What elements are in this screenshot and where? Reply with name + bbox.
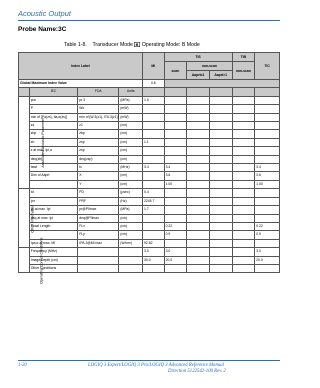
- ns-large-cell: [209, 248, 232, 256]
- table-row: [19, 248, 280, 256]
- table-row: [19, 96, 280, 104]
- table-row: [19, 147, 280, 155]
- mi-cell: 1.7: [143, 206, 165, 214]
- table-row: [19, 197, 280, 205]
- units-cell: (Hz): [119, 197, 143, 205]
- page-number: 1-20: [18, 363, 27, 368]
- tib-cell: [232, 164, 255, 172]
- aaprt-small-header: Aaprt≤1: [187, 71, 210, 80]
- tib-cell: [232, 105, 255, 113]
- tic-cell: [255, 130, 280, 138]
- tib-cell: [232, 239, 255, 247]
- ns-large-cell: [209, 96, 232, 104]
- units-cell: (μsec): [119, 189, 143, 197]
- table-row: [19, 256, 280, 264]
- mi-cell: [143, 214, 165, 222]
- group-label-text: Associated Acoustic Parameter: [41, 117, 46, 168]
- scan-cell: [164, 206, 187, 214]
- tib-cell: [232, 155, 255, 163]
- caption-mode: Operating Mode: B Mode: [141, 42, 200, 48]
- tic-cell: 0.22: [255, 222, 280, 230]
- scan-cell: 3.6: [164, 172, 187, 180]
- tib-cell: [232, 180, 255, 188]
- table-row: [19, 222, 280, 230]
- fda-cell: Wo: [78, 105, 119, 113]
- fda-header: FDA: [78, 88, 119, 96]
- scan-cell: 1.00: [164, 180, 187, 188]
- units-cell: [119, 248, 143, 256]
- iec-cell: Image Depth (cm): [29, 256, 78, 264]
- tib-cell: [232, 264, 255, 272]
- scan-cell: [164, 264, 187, 272]
- ns-large-cell: [209, 122, 232, 130]
- iec-cell: zb: [29, 138, 78, 146]
- scan-cell: [164, 214, 187, 222]
- mi-cell: [143, 231, 165, 239]
- global-max-mi: 0.8: [143, 80, 165, 88]
- ns-small-cell: [187, 222, 210, 230]
- table-row: [19, 138, 280, 146]
- units-cell: (cm): [119, 147, 143, 155]
- tib-non-scan-header: non-scan: [232, 62, 255, 80]
- tic-cell: 1.00: [255, 180, 280, 188]
- fda-cell: deq(zsp): [78, 155, 119, 163]
- tic-cell: [255, 189, 280, 197]
- scan-cell: 20.0: [164, 256, 187, 264]
- iec-cell: deq at max. Ipi: [29, 214, 78, 222]
- iec-cell: pr at max. Ipi: [29, 206, 78, 214]
- svg-text:B: B: [136, 42, 139, 47]
- aaprt-large-header: Aaprt>1: [209, 71, 232, 80]
- fda-cell: [78, 248, 119, 256]
- iec-cell: Ipa,α at max. MI: [29, 239, 78, 247]
- iec-cell: Other Conditions: [29, 264, 78, 272]
- direction-number: Direction 5122542-100 Rev. 2: [168, 369, 226, 374]
- header-rule: [18, 20, 280, 21]
- ns-small-cell: [187, 105, 210, 113]
- footer-rule: [18, 360, 280, 361]
- scan-cell: 0.9: [164, 231, 187, 239]
- tib-cell: [232, 130, 255, 138]
- ns-large-cell: [209, 172, 232, 180]
- iec-cell: zs: [29, 122, 78, 130]
- scan-cell: 3.0: [164, 248, 187, 256]
- scan-cell: [164, 239, 187, 247]
- ns-large-cell: [209, 214, 232, 222]
- units-cell: (cm): [119, 122, 143, 130]
- table-row: [19, 105, 280, 113]
- fda-cell: [78, 264, 119, 272]
- tic-cell: [255, 155, 280, 163]
- sub-header-fill: [164, 88, 187, 96]
- tib-cell: [232, 96, 255, 104]
- units-cell: (mW): [119, 113, 143, 121]
- group-label-text: Operating Control Conditions: [39, 237, 44, 284]
- tic-cell: [255, 138, 280, 146]
- ns-large-cell: [209, 113, 232, 121]
- caption-text: Transducer Mode: [92, 42, 133, 48]
- ns-large-cell: [209, 264, 232, 272]
- mi-cell: [143, 147, 165, 155]
- ns-large-cell: [209, 130, 232, 138]
- tis-header: TIS: [164, 53, 232, 62]
- mi-cell: [143, 180, 165, 188]
- sub-header-blank: [19, 88, 30, 96]
- scan-cell: [164, 197, 187, 205]
- tic-cell: [255, 264, 280, 272]
- units-cell: (MPa): [119, 206, 143, 214]
- table-row: [19, 189, 280, 197]
- tib-cell: [232, 231, 255, 239]
- acoustic-output-table: [18, 52, 280, 284]
- scan-cell: [164, 147, 187, 155]
- mi-cell: 3.4: [143, 164, 165, 172]
- ns-large-cell: [209, 180, 232, 188]
- units-cell: (cm): [119, 180, 143, 188]
- tic-cell: [255, 113, 280, 121]
- table-row: [19, 180, 280, 188]
- tib-cell: [232, 248, 255, 256]
- tib-cell: [232, 172, 255, 180]
- mi-cell: [143, 113, 165, 121]
- manual-title: LOGIQ 3 Expert/LOGIQ 3 Pro/LOGIQ 3 Advanced Reference Manual: [88, 363, 224, 368]
- tic-cell: [255, 122, 280, 130]
- group-label-text: Other Information: [30, 204, 35, 233]
- non-scan-header: non-scan: [187, 62, 232, 71]
- iec-cell: P: [29, 105, 78, 113]
- mi-cell: [143, 264, 165, 272]
- units-cell: [119, 256, 143, 264]
- ns-small-cell: [187, 248, 210, 256]
- scan-cell: [164, 113, 187, 121]
- tib-header: TIB: [232, 53, 255, 62]
- ns-small-cell: [187, 197, 210, 205]
- tib-cell: [232, 138, 255, 146]
- ns-large-cell: [209, 147, 232, 155]
- ns-small-cell: [187, 96, 210, 104]
- table-row: [19, 122, 280, 130]
- ns-small-cell: [187, 113, 210, 121]
- global-max-label: Global Maximum Index Value: [19, 80, 143, 88]
- fda-cell: zsp: [78, 138, 119, 146]
- ns-large-cell: [209, 164, 232, 172]
- tic-cell: [255, 214, 280, 222]
- iec-cell: Frequency (MHz): [29, 248, 78, 256]
- tib-cell: [232, 147, 255, 155]
- table-row: [19, 113, 280, 121]
- fda-cell: [78, 256, 119, 264]
- fda-cell: PD: [78, 189, 119, 197]
- ns-large-cell: [209, 105, 232, 113]
- scan-cell: [164, 189, 187, 197]
- iec-cell: pra: [29, 96, 78, 104]
- scan-cell: [164, 155, 187, 163]
- iec-cell: z at max. Ipi,α: [29, 147, 78, 155]
- scan-cell: [164, 105, 187, 113]
- tic-cell: 20.0: [255, 256, 280, 264]
- scan-cell: [164, 96, 187, 104]
- mi-cell: 2245.7: [143, 197, 165, 205]
- fda-cell: PRF: [78, 197, 119, 205]
- tic-cell: 0.9: [255, 231, 280, 239]
- tic-cell: [255, 206, 280, 214]
- units-cell: (cm): [119, 231, 143, 239]
- units-cell: (W/cm²): [119, 239, 143, 247]
- units-cell: (cm): [119, 155, 143, 163]
- sub-header-fill: [143, 88, 165, 96]
- probe-title: Probe Name:3C: [18, 26, 67, 33]
- ns-small-cell: [187, 214, 210, 222]
- ns-small-cell: [187, 180, 210, 188]
- group-label: [19, 189, 35, 248]
- tib-cell: [232, 214, 255, 222]
- mi-cell: 30.0: [143, 256, 165, 264]
- ns-large-cell: [209, 206, 232, 214]
- ns-small-cell: [187, 264, 210, 272]
- tic-header: TIC: [255, 53, 280, 80]
- global-max-scan: [164, 80, 279, 88]
- table-row: [19, 206, 280, 214]
- ns-large-cell: [209, 138, 232, 146]
- table-row: [19, 264, 280, 272]
- sub-header-fill: [232, 88, 255, 96]
- fda-cell: X: [78, 172, 119, 180]
- mi-header: MI: [143, 53, 165, 80]
- ns-small-cell: [187, 256, 210, 264]
- ns-small-cell: [187, 147, 210, 155]
- scan-cell: [164, 138, 187, 146]
- mi-cell: 1.1: [143, 138, 165, 146]
- ns-small-cell: [187, 138, 210, 146]
- ns-large-cell: [209, 155, 232, 163]
- iec-cell: [29, 180, 78, 188]
- units-cell: [119, 264, 143, 272]
- units-cell: (cm): [119, 172, 143, 180]
- mi-cell: [143, 222, 165, 230]
- index-label-header: Index Label: [19, 53, 143, 80]
- tic-cell: 3.6: [255, 172, 280, 180]
- tib-cell: [232, 206, 255, 214]
- tib-cell: [232, 122, 255, 130]
- iec-header: IEC: [29, 88, 78, 96]
- tic-cell: 3.4: [255, 164, 280, 172]
- tib-cell: [232, 222, 255, 230]
- ns-small-cell: [187, 239, 210, 247]
- table-row: [19, 172, 280, 180]
- fda-cell: zsp: [78, 147, 119, 155]
- units-cell: (cm): [119, 138, 143, 146]
- mi-cell: [143, 130, 165, 138]
- mi-cell: 3.0: [143, 248, 165, 256]
- fda-cell: pr.3: [78, 96, 119, 104]
- sub-header-fill: [187, 88, 210, 96]
- units-cell: (cm): [119, 222, 143, 230]
- fda-cell: fc: [78, 164, 119, 172]
- table-row: [19, 130, 280, 138]
- ns-large-cell: [209, 222, 232, 230]
- table-row: [19, 239, 280, 247]
- fda-cell: z1: [78, 122, 119, 130]
- iec-cell: fawf: [29, 164, 78, 172]
- tic-cell: 3.0: [255, 248, 280, 256]
- tib-cell: [232, 189, 255, 197]
- mi-cell: [143, 122, 165, 130]
- ns-large-cell: [209, 256, 232, 264]
- sub-header-fill: [209, 88, 232, 96]
- ns-small-cell: [187, 206, 210, 214]
- tib-cell: [232, 197, 255, 205]
- ns-large-cell: [209, 197, 232, 205]
- tic-cell: [255, 96, 280, 104]
- ns-small-cell: [187, 172, 210, 180]
- units-header: Units: [119, 88, 143, 96]
- ns-small-cell: [187, 189, 210, 197]
- ns-small-cell: [187, 164, 210, 172]
- mi-cell: [143, 172, 165, 180]
- fda-cell: zbp: [78, 130, 119, 138]
- units-cell: (cm): [119, 214, 143, 222]
- table-number: Table 1-8.: [64, 42, 87, 48]
- tic-cell: [255, 197, 280, 205]
- fda-cell: FLx: [78, 222, 119, 230]
- scan-cell: 3.4: [164, 164, 187, 172]
- iec-cell: Dim of Aaprt: [29, 172, 78, 180]
- tib-cell: [232, 113, 255, 121]
- fda-cell: min of [W.3(z1), ITA.3(z1)]: [78, 113, 119, 121]
- table-row: [19, 155, 280, 163]
- table-row: [19, 231, 280, 239]
- ns-small-cell: [187, 231, 210, 239]
- units-cell: (MHz): [119, 164, 143, 172]
- fda-cell: deq@PIImax: [78, 214, 119, 222]
- tic-cell: [255, 105, 280, 113]
- b-mode-icon: [134, 42, 140, 47]
- mi-cell: 92.82: [143, 239, 165, 247]
- tic-cell: [255, 239, 280, 247]
- tib-cell: [232, 256, 255, 264]
- fda-cell: FLy: [78, 231, 119, 239]
- table-row: [19, 214, 280, 222]
- iec-cell: zbp: [29, 130, 78, 138]
- section-header: Acoustic Output: [18, 9, 71, 18]
- ns-large-cell: [209, 239, 232, 247]
- units-cell: (MPa): [119, 96, 143, 104]
- iec-cell: deq(zb): [29, 155, 78, 163]
- ns-large-cell: [209, 189, 232, 197]
- iec-cell: Focal Length: [29, 222, 78, 230]
- ns-small-cell: [187, 122, 210, 130]
- ns-large-cell: [209, 231, 232, 239]
- scan-cell: [164, 122, 187, 130]
- iec-cell: td: [29, 189, 78, 197]
- table-caption: [64, 42, 200, 48]
- tic-cell: [255, 147, 280, 155]
- ns-small-cell: [187, 130, 210, 138]
- ns-small-cell: [187, 155, 210, 163]
- units-cell: (cm): [119, 130, 143, 138]
- iec-cell: min of [Pα(zs), Ita,α(zs)]: [29, 113, 78, 121]
- units-cell: (mW): [119, 105, 143, 113]
- sub-header-fill: [255, 88, 280, 96]
- iec-cell: prr: [29, 197, 78, 205]
- mi-cell: [143, 155, 165, 163]
- scan-cell: [164, 130, 187, 138]
- mi-cell: 0.4: [143, 189, 165, 197]
- fda-cell: Y: [78, 180, 119, 188]
- mi-cell: 1.5: [143, 96, 165, 104]
- scan-cell: 0.22: [164, 222, 187, 230]
- scan-header: scan: [164, 62, 187, 80]
- fda-cell: pr@PIImax: [78, 206, 119, 214]
- fda-cell: IPA.3@MI max: [78, 239, 119, 247]
- table-row: [19, 164, 280, 172]
- mi-cell: [143, 105, 165, 113]
